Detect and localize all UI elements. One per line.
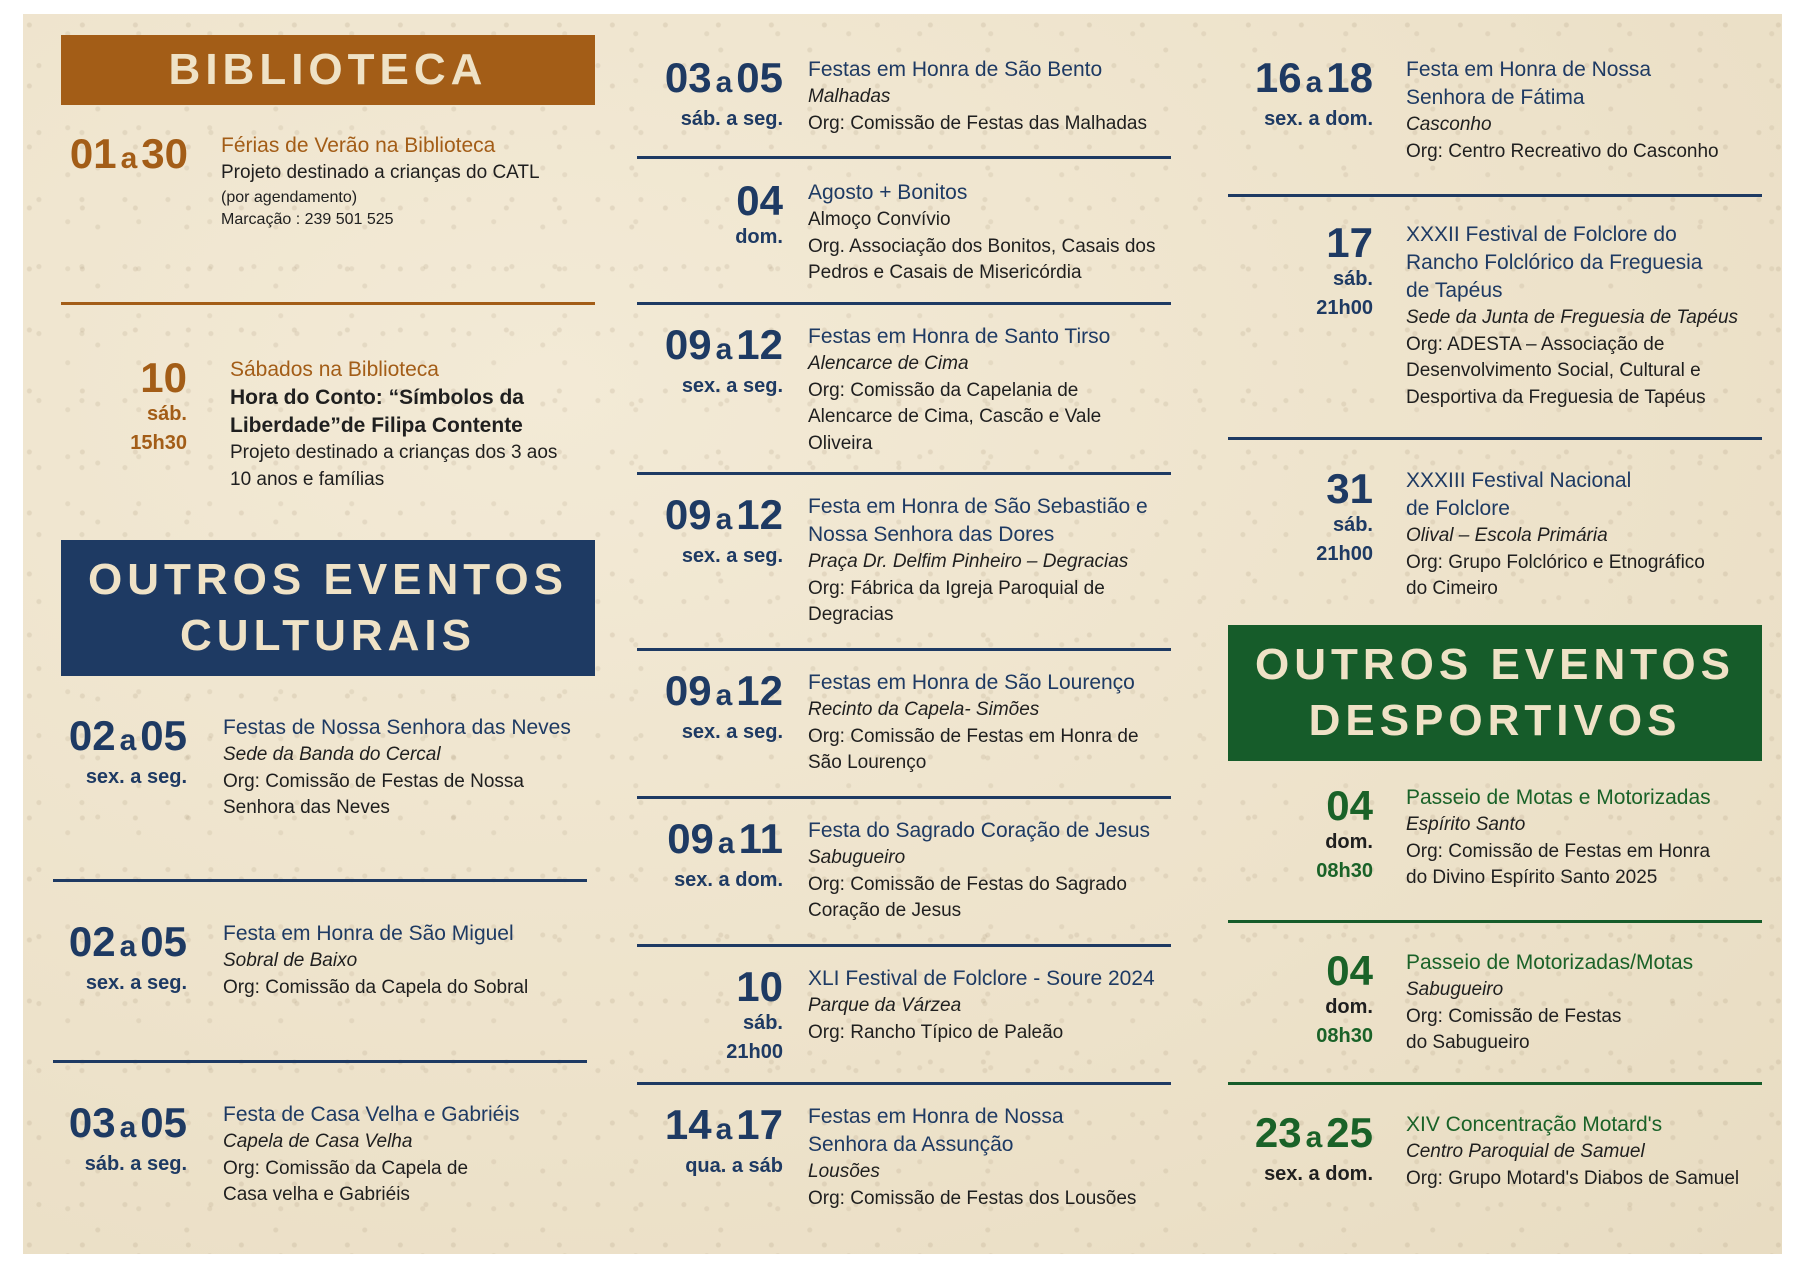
flyer-page [23,14,1782,1254]
event-title: XLI Festival de Folclore - Soure 2024 [808,967,1155,990]
event-organizer: Org: Comissão de Festas de Nossa [223,770,524,792]
divider [637,796,1171,799]
event-title: Festa em Honra de São Miguel [223,922,514,945]
event-organizer: Degracias [808,604,894,625]
event-title: Festas em Honra de Santo Tirso [808,325,1111,348]
event-organizer: Org: ADESTA – Associação de [1406,333,1665,355]
event-organizer: Org: Comissão da Capela do Sobral [223,976,529,998]
event-date [1173,949,1373,1051]
date-separator: a [715,66,733,99]
event-date [1173,221,1373,323]
event-title: Férias de Verão na Biblioteca [221,134,496,157]
event-location: Casconho [1406,114,1492,135]
date-start: 09 [664,667,712,714]
biblioteca-header [61,35,595,105]
event-date [23,1101,187,1178]
event-weekday: sex. a seg. [681,721,783,743]
divider [53,1060,587,1063]
event-location: Sobral de Baixo [223,950,358,971]
date-separator: a [715,503,733,536]
event-title: Festa de Casa Velha e Gabriéis [223,1103,520,1126]
date-start: 04 [736,177,783,224]
date-start: 16 [1254,54,1302,101]
event-location: Centro Paroquial de Samuel [1406,1141,1645,1162]
event-location: Alencarce de Cima [808,353,969,374]
event-weekday: dom. [1325,996,1373,1018]
event-weekday: sex. a dom. [1264,1163,1373,1185]
event-organizer: São Lourenço [808,752,927,773]
event-title: Nossa Senhora das Dores [808,523,1055,546]
event-organizer: Desportiva da Freguesia de Tapéus [1406,386,1706,408]
event-weekday: sex. a seg. [85,972,187,994]
event-time: 15h30 [130,432,187,454]
date-start: 04 [1326,947,1373,994]
event-organizer: Org: Comissão de Festas [1406,1005,1622,1027]
date-end: 30 [141,130,188,177]
cultural-header-line: CULTURAIS [180,611,476,660]
event-organizer: Casa velha e Gabriéis [223,1184,410,1205]
date-start: 09 [664,321,712,368]
event-location: Capela de Casa Velha [223,1131,413,1152]
event-time: 08h30 [1316,1025,1373,1047]
event-title: Festas em Honra de São Lourenço [808,671,1135,694]
date-separator: a [715,679,733,712]
divider [637,156,1171,159]
date-start: 23 [1254,1109,1302,1156]
event-weekday: sex. a seg. [681,545,783,567]
event-location: Malhadas [808,86,891,107]
divider [637,648,1171,651]
event-date [583,817,783,894]
date-start: 10 [736,963,783,1010]
divider [637,1082,1171,1085]
date-separator: a [119,724,137,757]
event-weekday: sáb. [742,1012,783,1034]
event-note: (por agendamento) [221,188,358,206]
date-end: 05 [140,918,187,965]
event-date [23,356,187,458]
event-organizer: Org: Comissão da Capela de [223,1157,469,1179]
divider [637,472,1171,475]
event-title: Passeio de Motas e Motorizadas [1406,786,1711,809]
event-weekday: dom. [735,226,783,248]
event-organizer: do Cimeiro [1406,578,1498,599]
event-time: 21h00 [726,1041,783,1063]
event-date [1173,56,1373,133]
event-title: Senhora de Fátima [1406,86,1585,109]
event-date [583,965,783,1067]
event-title: Sábados na Biblioteca [230,358,439,381]
cultural-header [61,540,595,676]
date-separator: a [715,1113,733,1146]
event-title: XXXII Festival de Folclore do [1406,223,1677,246]
event-title: Rancho Folclórico da Freguesia [1406,251,1703,274]
date-start: 09 [664,491,712,538]
event-organizer: Org: Comissão de Festas das Malhadas [808,112,1147,134]
event-location: Sabugueiro [1406,979,1504,1000]
date-start: 09 [667,815,714,862]
event-organizer: Org: Grupo Folclórico e Etnográfico [1406,551,1705,573]
event-title: Passeio de Motorizadas/Motas [1406,951,1694,974]
event-organizer: Org: Comissão de Festas dos Lousões [808,1187,1137,1209]
event-organizer: Desenvolvimento Social, Cultural e [1406,360,1701,381]
event-date [583,493,783,570]
event-location: Lousões [808,1161,880,1182]
date-start: 03 [664,54,712,101]
event-weekday: sáb. [146,403,187,425]
event-title: Festas de Nossa Senhora das Neves [223,716,571,739]
date-end: 12 [736,321,783,368]
event-weekday: sex. a seg. [85,766,187,788]
divider [1228,920,1762,923]
event-weekday: sáb. [1332,514,1373,536]
event-date [23,132,188,181]
event-weekday: sex. a dom. [674,869,783,891]
event-weekday: sáb. a seg. [680,108,783,130]
divider [1228,1082,1762,1085]
event-description: Projeto destinado a crianças dos 3 aos [230,442,558,463]
event-date [1173,1111,1373,1188]
divider [1228,194,1762,197]
date-start: 02 [68,712,116,759]
event-title: XXXIII Festival Nacional [1406,469,1632,492]
event-weekday: qua. a sáb [685,1155,783,1177]
event-date [583,56,783,133]
date-separator: a [1305,66,1323,99]
event-organizer: do Divino Espírito Santo 2025 [1406,867,1658,888]
event-location: Parque da Várzea [808,995,962,1016]
event-date [583,1103,783,1180]
date-end: 25 [1326,1109,1373,1156]
event-organizer: do Sabugueiro [1406,1032,1530,1053]
event-title: Agosto + Bonitos [808,181,968,204]
event-organizer: Org: Comissão da Capelania de [808,379,1079,401]
date-end: 12 [736,667,783,714]
event-phone: Marcação : 239 501 525 [221,210,394,228]
event-organizer: Org: Rancho Típico de Paleão [808,1021,1064,1043]
event-organizer: Oliveira [808,432,873,454]
date-start: 03 [68,1099,116,1146]
cultural-header-line: OUTROS EVENTOS [88,555,568,604]
event-date [23,714,187,791]
date-separator: a [119,1111,137,1144]
sports-header [1228,625,1762,761]
event-date [1173,467,1373,569]
event-time: 21h00 [1316,543,1373,565]
date-end: 12 [736,491,783,538]
divider [53,879,587,882]
event-organizer: Senhora das Neves [223,797,390,818]
date-end: 17 [736,1101,783,1148]
event-title: Festa em Honra de Nossa [1406,58,1652,81]
event-organizer: Coração de Jesus [808,900,962,921]
event-description: Almoço Convívio [808,209,951,230]
event-organizer: Org: Comissão de Festas do Sagrado [808,873,1127,895]
event-weekday: sáb. [1332,268,1373,290]
event-time: 08h30 [1316,860,1373,882]
event-date [1173,784,1373,886]
date-end: 11 [738,815,783,862]
event-organizer: Org. Associação dos Bonitos, Casais dos [808,235,1156,257]
event-date [23,920,187,997]
event-location: Sede da Banda do Cercal [223,744,441,765]
event-location: Praça Dr. Delfim Pinheiro – Degracias [808,551,1129,572]
event-highlight: Liberdade”de Filipa Contente [230,414,523,437]
event-location: Sede da Junta de Freguesia de Tapéus [1406,307,1739,328]
event-weekday: sex. a dom. [1264,108,1373,130]
event-organizer: Org: Comissão de Festas em Honra [1406,840,1711,862]
sports-header-line: DESPORTIVOS [1308,696,1682,745]
event-title: XIV Concentração Motard's [1406,1113,1663,1136]
event-weekday: dom. [1325,831,1373,853]
event-title: de Tapéus [1406,279,1503,302]
divider [637,302,1171,305]
divider [637,944,1171,947]
event-weekday: sex. a seg. [681,375,783,397]
event-title: de Folclore [1406,497,1510,520]
event-title: Festas em Honra de São Bento [808,58,1103,81]
event-title: Senhora da Assunção [808,1133,1014,1156]
date-end: 05 [140,712,187,759]
event-date [583,179,783,251]
event-time: 21h00 [1316,297,1373,319]
date-start: 02 [68,918,116,965]
date-start: 01 [69,130,117,177]
event-location: Olival – Escola Primária [1406,525,1608,546]
event-description: Projeto destinado a crianças do CATL [221,162,540,183]
date-end: 05 [140,1099,187,1146]
date-separator: a [717,827,735,860]
sports-header-line: OUTROS EVENTOS [1255,640,1735,689]
date-end: 18 [1326,54,1373,101]
event-location: Recinto da Capela- Simões [808,699,1040,720]
event-organizer: Org: Comissão de Festas em Honra de [808,725,1139,747]
divider [1228,437,1762,440]
date-start: 31 [1326,465,1373,512]
event-weekday: sáb. a seg. [84,1153,187,1175]
event-organizer: Org: Grupo Motard's Diabos de Samuel [1406,1167,1740,1189]
event-title: Festa do Sagrado Coração de Jesus [808,819,1151,842]
date-start: 14 [664,1101,712,1148]
event-organizer: Alencarce de Cima, Cascão e Vale [808,406,1102,427]
event-organizer: Org: Fábrica da Igreja Paroquial de [808,577,1105,599]
date-start: 04 [1326,782,1373,829]
event-organizer: Org: Centro Recreativo do Casconho [1406,140,1719,162]
date-start: 10 [140,354,187,401]
event-date [583,323,783,400]
date-start: 17 [1326,219,1373,266]
divider [61,302,595,305]
event-title: Festas em Honra de Nossa [808,1105,1064,1128]
date-end: 05 [736,54,783,101]
event-location: Espírito Santo [1406,814,1526,835]
biblioteca-header-text: BIBLIOTECA [168,45,488,94]
event-location: Sabugueiro [808,847,906,868]
date-separator: a [119,930,137,963]
event-date [583,669,783,746]
event-highlight: Hora do Conto: “Símbolos da [230,386,524,409]
event-title: Festa em Honra de São Sebastião e [808,495,1148,518]
date-separator: a [120,142,138,175]
date-separator: a [715,333,733,366]
date-separator: a [1305,1121,1323,1154]
event-description: 10 anos e famílias [230,468,385,490]
event-organizer: Pedros e Casais de Misericórdia [808,262,1082,283]
